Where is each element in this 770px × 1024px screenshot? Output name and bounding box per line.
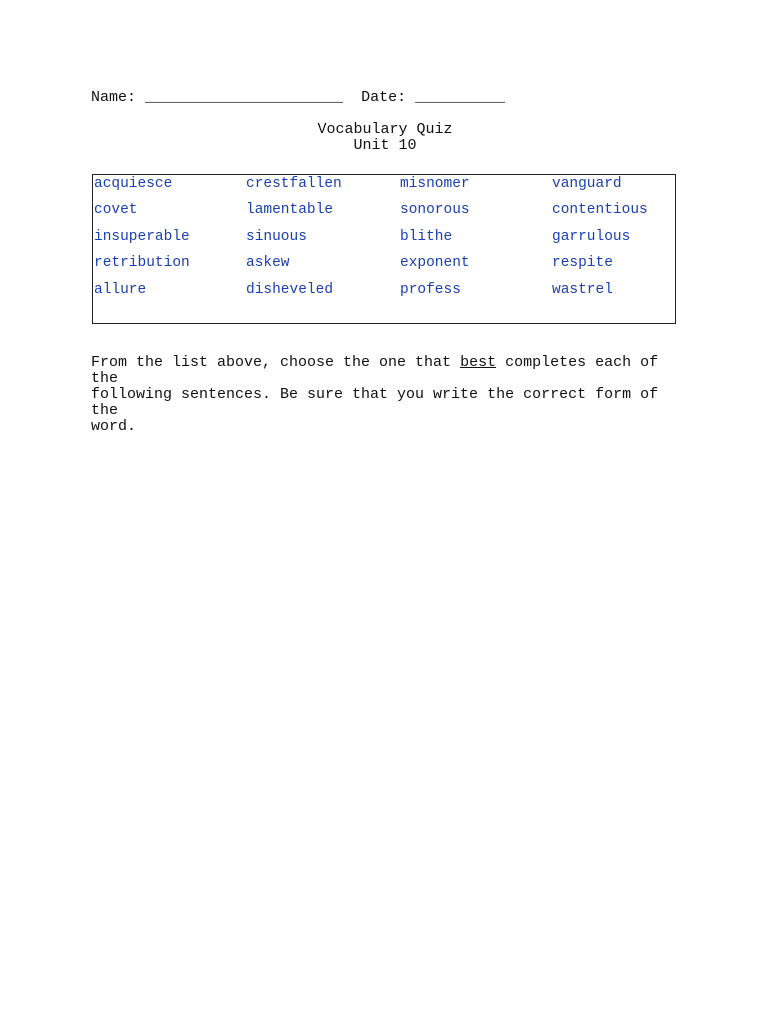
quiz-title-line2: Unit 10 <box>353 137 417 154</box>
word-bank-item: vanguard <box>552 176 622 192</box>
word-bank-item: garrulous <box>552 229 631 245</box>
word-bank-item: respite <box>552 255 613 271</box>
word-bank-item: sonorous <box>400 202 470 218</box>
word-bank-item: sinuous <box>246 229 307 245</box>
word-bank-item: contentious <box>552 202 648 218</box>
date-label: Date: <box>361 89 407 106</box>
word-bank-item: disheveled <box>246 282 334 298</box>
word-bank-item: acquiesce <box>94 176 173 192</box>
word-bank-item: retribution <box>94 255 190 271</box>
word-bank-item: profess <box>400 282 461 298</box>
word-bank-box <box>92 174 676 324</box>
name-date-line <box>91 89 505 106</box>
instructions-text-part1: From the list above, choose the one that <box>91 354 461 371</box>
word-bank-item: allure <box>94 282 147 298</box>
word-bank-item: misnomer <box>400 176 470 192</box>
date-blank[interactable]: __________ <box>415 89 506 106</box>
name-blank[interactable]: ______________________ <box>145 89 344 106</box>
word-bank-item: covet <box>94 202 138 218</box>
word-bank-item: lamentable <box>246 202 334 218</box>
word-bank-item: askew <box>246 255 290 271</box>
quiz-title-line1: Vocabulary Quiz <box>317 121 453 138</box>
word-bank-item: crestfallen <box>246 176 342 192</box>
word-bank-item: insuperable <box>94 229 190 245</box>
word-bank-item: wastrel <box>552 282 613 298</box>
instructions-text-part2: completes each of the following sentences. Be sure that you write the correct form of the word. <box>91 354 659 435</box>
word-bank-item: blithe <box>400 229 453 245</box>
name-label: Name: <box>91 89 137 106</box>
instructions-emphasis: best <box>460 354 497 371</box>
word-bank-item: exponent <box>400 255 470 271</box>
instructions-paragraph <box>91 355 671 435</box>
quiz-title <box>0 122 770 154</box>
